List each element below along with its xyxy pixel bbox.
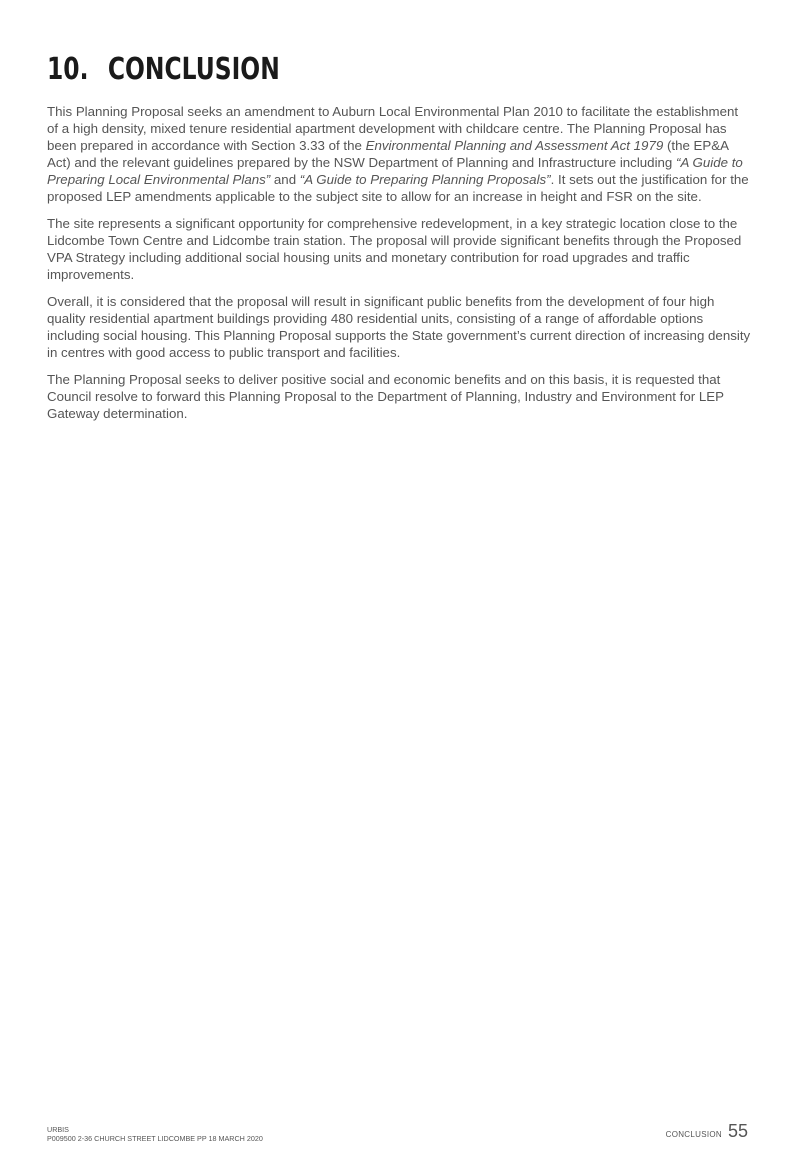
footer-company: URBIS xyxy=(47,1125,69,1134)
body-text xyxy=(47,103,752,432)
paragraph-2: The site represents a significant opportunity for comprehensive redevelopment, in a key strategic location close to the Lidcombe Town Centre and Lidcombe train station. The proposal will provide significant benefits through the Proposed VPA Strategy including additional social housing units and monetary contribution for road upgrades and traffic improvements. xyxy=(47,216,742,282)
p1-text-3: and xyxy=(270,172,300,187)
footer-left xyxy=(47,1125,263,1143)
p1-text-4: . It sets out the justification for the proposed LEP amendments applicable to the subject site to allow for an increase in height and FSR on the site. xyxy=(47,172,749,204)
section-title: CONCLUSION xyxy=(107,52,280,87)
page-number: 55 xyxy=(727,1121,748,1141)
footer-reference: P009500 2-36 CHURCH STREET LIDCOMBE PP 18 MARCH 2020 xyxy=(47,1134,263,1143)
page-title xyxy=(47,50,280,90)
p1-text-1: This Planning Proposal seeks an amendment to Auburn Local Environmental Plan 2010 to facilitate the establishment of a high density, mixed tenure residential apartment development with childcare centre. The Planning Proposal has been prepared in accordance with Section 3.33 of the xyxy=(47,104,739,153)
paragraph-3: Overall, it is considered that the proposal will result in significant public benefits from the development of four high quality residential apartment buildings providing 480 residential units, consisting of a range of affordable options including social housing. This Planning Proposal supports the State government’s current direction of increasing density in centres with good access to public transport and facilities. xyxy=(47,294,751,360)
paragraph-4: The Planning Proposal seeks to deliver positive social and economic benefits and on this basis, it is requested that Council resolve to forward this Planning Proposal to the Department of Planning, Industry and Environment for LEP Gateway determination. xyxy=(47,372,724,421)
paragraph-1 xyxy=(47,103,752,205)
footer-right xyxy=(666,1121,748,1141)
section-number: 10. xyxy=(47,52,89,87)
p1-act-title: Environmental Planning and Assessment Act 1979 xyxy=(365,138,664,153)
p1-guide-lep: “A Guide to Preparing Local Environmental Plans” xyxy=(47,155,743,187)
footer-section-name: CONCLUSION xyxy=(665,1130,722,1139)
p1-guide-pp: “A Guide to Preparing Planning Proposals” xyxy=(299,172,551,187)
p1-text-2: (the EP&A Act) and the relevant guidelines prepared by the NSW Department of Planning and Infrastructure including xyxy=(47,138,729,170)
